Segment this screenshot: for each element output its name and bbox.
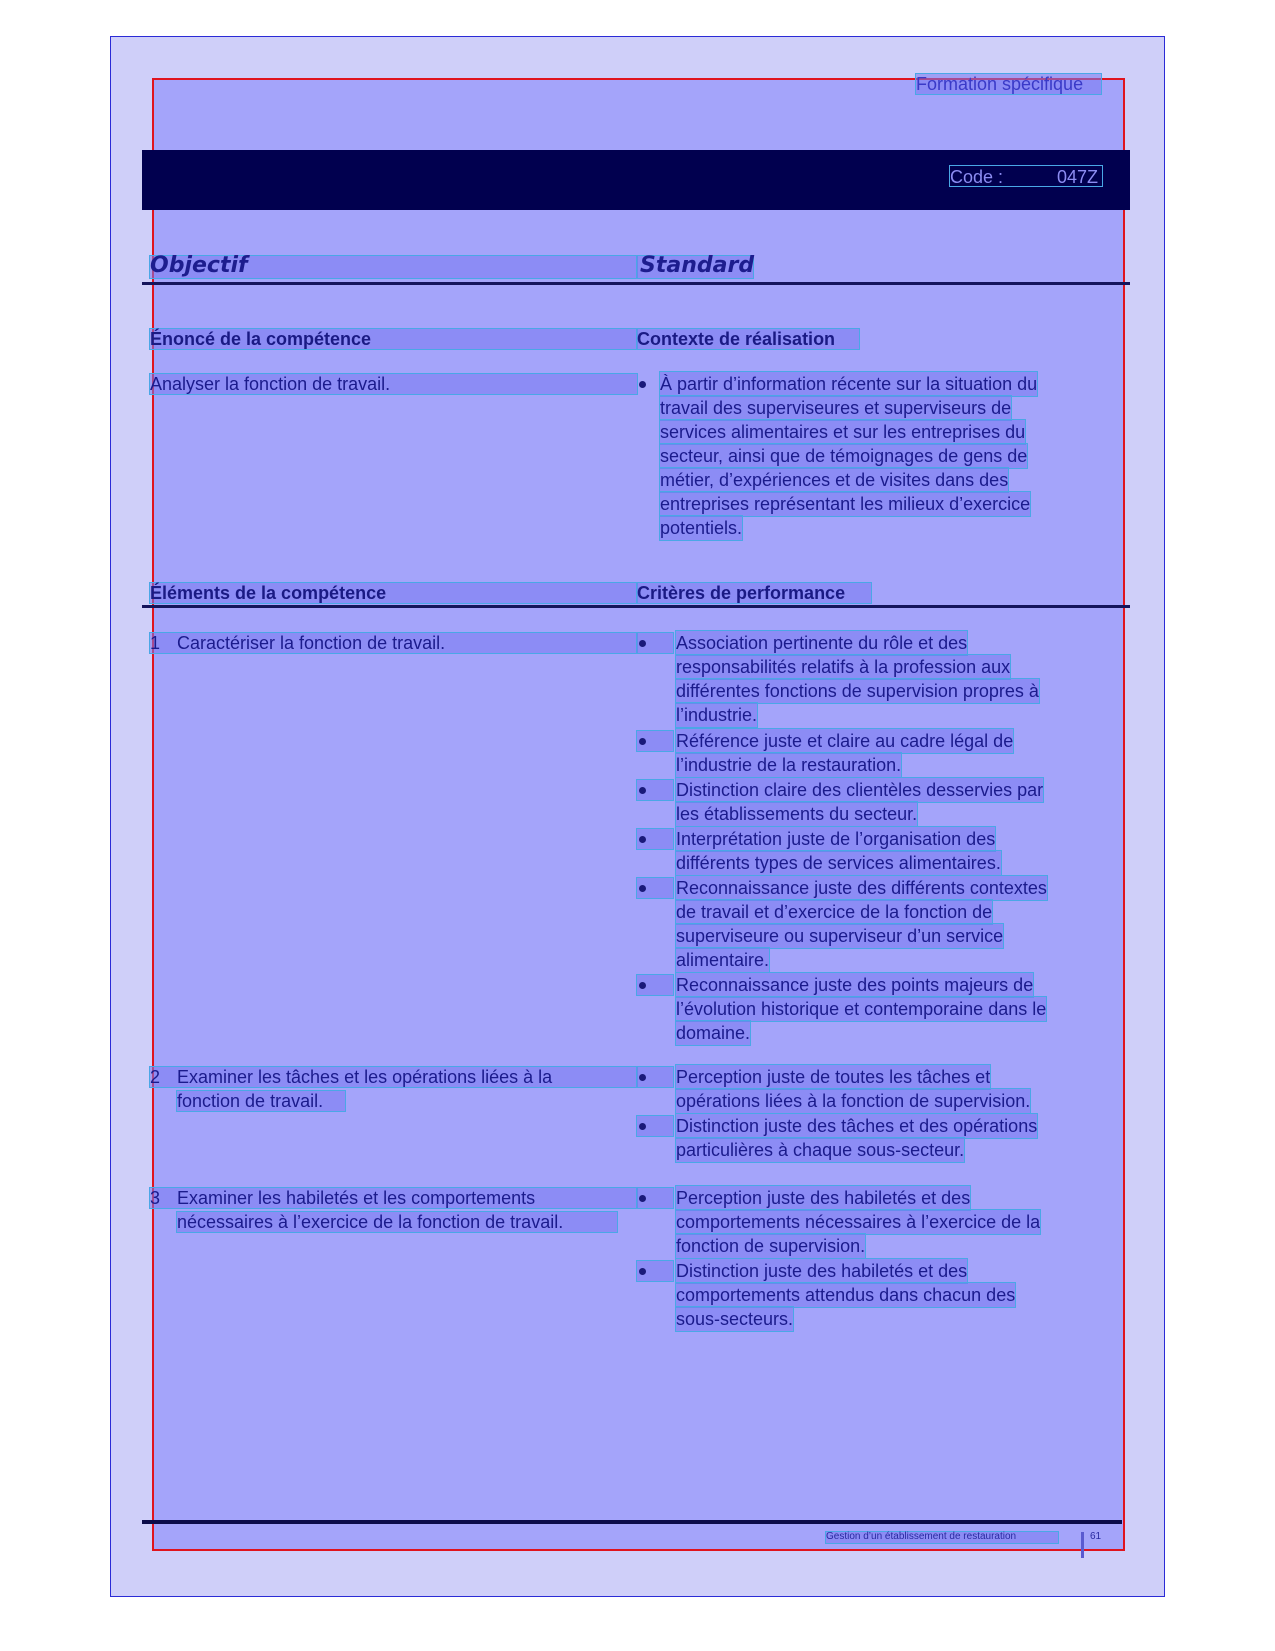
code-value: 047Z — [1057, 167, 1099, 187]
context-line: secteur, ainsi que de témoignages de gens de — [660, 446, 1028, 466]
heading-rule — [142, 282, 1130, 285]
bullet-icon — [639, 982, 646, 989]
element-number: 2 — [150, 1067, 161, 1087]
code-label: Code : — [950, 167, 1004, 187]
content-frame — [152, 78, 1125, 1551]
bullet-icon — [639, 640, 646, 647]
criterion-line: domaine. — [676, 1023, 751, 1043]
criterion-line: fonction de supervision. — [676, 1236, 866, 1256]
element-text: Caractériser la fonction de travail. — [177, 633, 446, 653]
elements-rule — [142, 605, 1130, 608]
competence-statement: Analyser la fonction de travail. — [150, 374, 391, 394]
footer-separator — [1081, 1532, 1084, 1558]
criterion-line: particulières à chaque sous-secteur. — [676, 1140, 965, 1160]
context-line: travail des superviseures et superviseurs de — [660, 398, 1012, 418]
element-number: 3 — [150, 1188, 161, 1208]
criterion-line: superviseure ou superviseur d’un service — [676, 926, 1004, 946]
criterion-line: comportements nécessaires à l’exercice de la — [676, 1212, 1041, 1232]
criterion-line: Interprétation juste de l’organisation des — [676, 829, 996, 849]
section-label: Formation spécifique — [916, 74, 1101, 94]
criterion-line: opérations liées à la fonction de supervision. — [676, 1091, 1031, 1111]
bullet-icon — [639, 885, 646, 892]
context-line: services alimentaires et sur les entreprises du — [660, 422, 1026, 442]
criterion-line: l’industrie. — [676, 705, 758, 725]
bullet-icon — [639, 836, 646, 843]
criterion-line: de travail et d’exercice de la fonction de — [676, 902, 993, 922]
bullet-icon — [639, 1268, 646, 1275]
criterion-line: alimentaire. — [676, 950, 770, 970]
context-line: À partir d’information récente sur la situation du — [660, 374, 1038, 394]
context-line: métier, d’expériences et de visites dans des — [660, 470, 1009, 490]
context-heading: Contexte de réalisation — [637, 329, 836, 349]
bullet-icon — [639, 381, 646, 388]
footer-title: Gestion d’un établissement de restauration — [826, 1531, 1017, 1542]
context-list — [660, 372, 1090, 540]
criteria-heading: Critères de performance — [637, 583, 846, 603]
criterion-line: Reconnaissance juste des différents contextes — [676, 878, 1047, 898]
element-text: nécessaires à l’exercice de la fonction de travail. — [177, 1212, 564, 1232]
criterion-line: responsabilités relatifs à la profession aux — [676, 657, 1011, 677]
footer-rule — [142, 1520, 1122, 1524]
bullet-icon — [639, 1195, 646, 1202]
criterion-line: Association pertinente du rôle et des — [676, 633, 968, 653]
criterion-line: Perception juste des habiletés et des — [676, 1188, 971, 1208]
bullet-icon — [639, 787, 646, 794]
bullet-icon — [639, 1123, 646, 1130]
criterion-line: Distinction claire des clientèles desservies par — [676, 780, 1044, 800]
element-number: 1 — [150, 633, 161, 653]
statement-heading: Énoncé de la compétence — [150, 329, 372, 349]
context-line: potentiels. — [660, 518, 743, 538]
criterion-line: Reconnaissance juste des points majeurs de — [676, 975, 1034, 995]
criterion-line: sous-secteurs. — [676, 1309, 794, 1329]
context-line: entreprises représentant les milieux d’exercice — [660, 494, 1031, 514]
standard-heading: Standard — [640, 253, 755, 278]
element-text: Examiner les habiletés et les comportements — [177, 1188, 536, 1208]
elements-heading: Éléments de la compétence — [150, 583, 387, 603]
page-number: 61 — [1090, 1531, 1102, 1542]
criterion-line: Perception juste de toutes les tâches et — [676, 1067, 991, 1087]
criterion-line: l’évolution historique et contemporaine dans le — [676, 999, 1047, 1019]
bullet-icon — [639, 738, 646, 745]
criterion-line: Distinction juste des tâches et des opérations — [676, 1116, 1038, 1136]
criterion-line: différentes fonctions de supervision propres à — [676, 681, 1039, 701]
element-text: Examiner les tâches et les opérations liées à la — [177, 1067, 553, 1087]
criterion-line: différents types de services alimentaires. — [676, 853, 1001, 873]
criterion-line: l’industrie de la restauration. — [676, 755, 902, 775]
criterion-line: les établissements du secteur. — [676, 804, 918, 824]
element-text: fonction de travail. — [177, 1091, 324, 1111]
criterion-line: Référence juste et claire au cadre légal de — [676, 731, 1014, 751]
bullet-icon — [639, 1074, 646, 1081]
criterion-line: Distinction juste des habiletés et des — [676, 1261, 968, 1281]
objectif-heading: Objectif — [150, 253, 248, 278]
criterion-line: comportements attendus dans chacun des — [676, 1285, 1016, 1305]
